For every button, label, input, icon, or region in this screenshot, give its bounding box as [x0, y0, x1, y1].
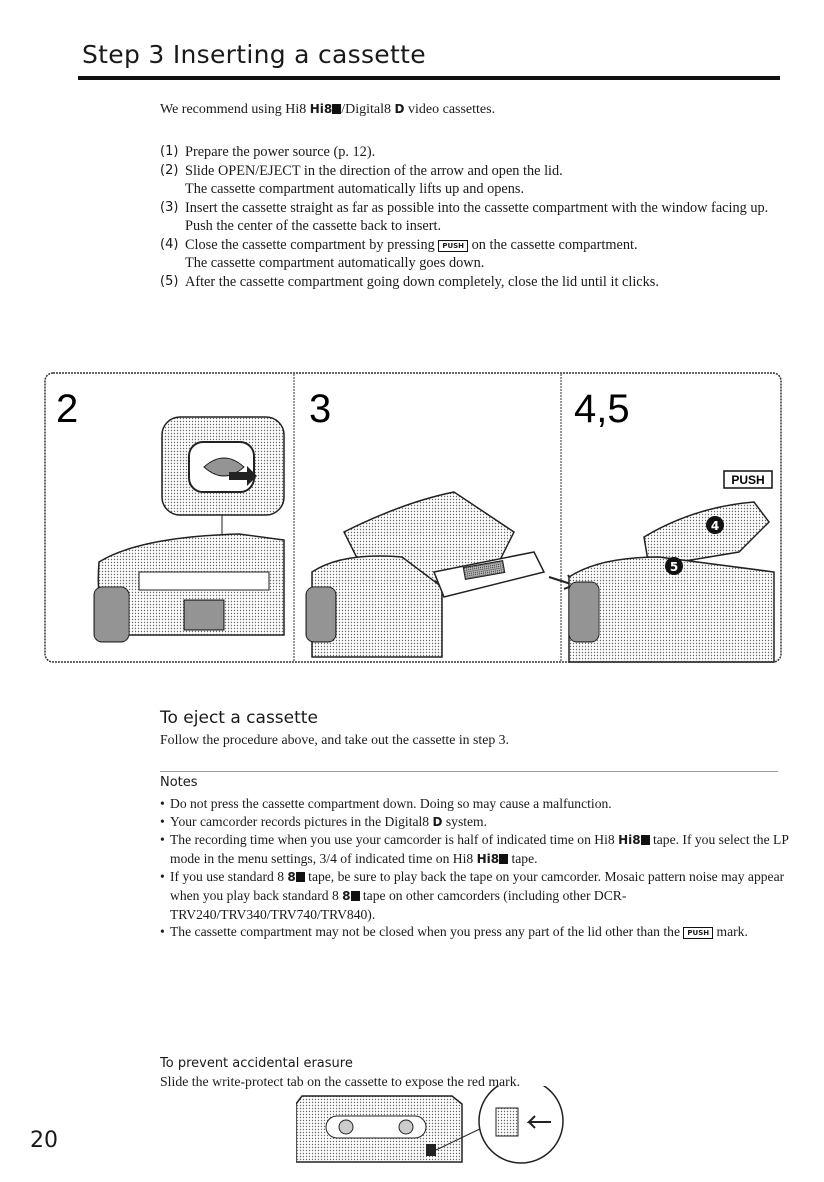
standard8-logo-text: 8	[287, 870, 296, 885]
viewfinder	[306, 587, 336, 642]
note-text-post: tape.	[508, 850, 538, 866]
intro-mid: /Digital8	[341, 102, 395, 117]
panel-label-3: 3	[309, 387, 332, 431]
callout-4-label: 4	[710, 519, 720, 533]
step-text: Insert the cassette straight as far as possible into the cassette compartment with the window facing up.	[185, 199, 769, 216]
panel-3-cassette	[306, 492, 574, 657]
eject-heading: To eject a cassette	[160, 708, 318, 728]
step-1	[160, 143, 790, 162]
step-number: (4)	[160, 236, 179, 252]
cassette-compartment	[184, 600, 224, 630]
push-mark: PUSH	[438, 240, 468, 252]
step-text: Prepare the power source (p. 12).	[185, 144, 376, 160]
step-text: Slide OPEN/EJECT in the direction of the arrow and open the lid.	[185, 162, 563, 179]
eject-body: Follow the procedure above, and take out the cassette in step 3.	[160, 732, 510, 747]
note-item	[160, 795, 792, 813]
note-text-mid: tape, be sure to play back the tape on your camcorder. Mosaic pattern noise may appear when you play back standard 8	[170, 869, 785, 903]
note-text-post: system.	[442, 813, 488, 829]
notes-list	[160, 795, 792, 941]
standard8-logo	[342, 888, 359, 906]
step-list	[160, 143, 790, 291]
note-text-mid: tape. If you select the LP mode in the menu settings, 3/4 of indicated time on Hi8	[170, 832, 789, 866]
hi8-logo	[477, 851, 509, 869]
prevent-body: Slide the write-protect tab on the cassette to expose the red mark.	[160, 1074, 521, 1089]
standard8-logo-block	[296, 872, 305, 882]
hi8-logo-text: Hi8	[309, 102, 333, 116]
reel-left	[339, 1120, 353, 1134]
step-subtext: The cassette compartment automatically goes down.	[185, 255, 485, 271]
reel-right	[399, 1120, 413, 1134]
step-3	[160, 199, 790, 236]
step-text-pre: Close the cassette compartment by pressing	[185, 236, 439, 253]
step-number: (5)	[160, 273, 179, 289]
note-text-pre: The recording time when you use your camcorder is half of indicated time on Hi8	[170, 832, 619, 848]
hi8-logo	[310, 102, 342, 116]
page-title: Step 3 Inserting a cassette	[82, 40, 426, 69]
panel-4-5-camcorder	[569, 471, 774, 662]
step-text: After the cassette compartment going down completely, close the lid until it clicks.	[185, 273, 659, 290]
push-mark: PUSH	[683, 927, 713, 939]
standard8-logo-block	[351, 891, 360, 901]
step-subtext: Push the center of the cassette back to insert.	[185, 218, 442, 234]
hi8-logo-block	[641, 835, 650, 845]
step-number: (3)	[160, 199, 179, 215]
note-text-pre: Your camcorder records pictures in the Digital8	[170, 813, 433, 829]
intro-line	[160, 102, 495, 118]
step-text-post: on the cassette compartment.	[468, 236, 638, 253]
note-text-post: mark.	[713, 924, 748, 940]
viewfinder	[569, 582, 599, 642]
digital8-logo: D	[394, 102, 405, 116]
note-item	[160, 868, 792, 923]
prevent-heading: To prevent accidental erasure	[160, 1056, 353, 1071]
note-item	[160, 831, 792, 868]
panel-label-4-5: 4,5	[574, 387, 630, 431]
note-text-pre: If you use standard 8	[170, 869, 288, 885]
note-item	[160, 813, 792, 832]
zoom-inset	[479, 1086, 563, 1163]
step-4	[160, 236, 790, 273]
standard8-logo-text: 8	[342, 888, 351, 903]
push-label: PUSH	[731, 473, 765, 487]
viewfinder	[94, 587, 129, 642]
step-number: (2)	[160, 162, 179, 178]
intro-pre: We recommend using Hi8	[160, 102, 310, 117]
step-subtext: The cassette compartment automatically lifts up and opens.	[185, 181, 525, 197]
write-protect-tab	[426, 1144, 436, 1156]
notes-heading: Notes	[160, 775, 198, 790]
digital8-logo: D	[432, 814, 443, 829]
hi8-logo-block	[332, 104, 341, 114]
note-text-pre: The cassette compartment may not be closed when you press any part of the lid other than the	[170, 924, 684, 940]
step-2	[160, 162, 790, 199]
camcorder-lid	[139, 572, 269, 590]
hi8-logo-text: Hi8	[476, 851, 500, 866]
callout-5-label: 5	[669, 560, 679, 574]
hi8-logo-text: Hi8	[618, 833, 641, 848]
cassette-insertion-illustration	[44, 372, 782, 663]
step-5	[160, 273, 790, 292]
hi8-logo-block	[499, 854, 508, 864]
hi8-logo	[618, 832, 650, 850]
page-number: 20	[30, 1128, 58, 1153]
note-item	[160, 923, 792, 941]
note-text: Do not press the cassette compartment down. Doing so may cause a malfunction.	[170, 796, 612, 811]
standard8-logo	[287, 869, 304, 887]
write-protect-illustration	[296, 1086, 574, 1182]
note-text-post: tape on other camcorders (including other DCR-TRV240/TRV340/TRV740/TRV840).	[170, 887, 627, 922]
step-number: (1)	[160, 144, 179, 159]
title-rule	[78, 76, 780, 80]
tab-closeup	[496, 1108, 518, 1136]
intro-post: video cassettes.	[404, 102, 496, 117]
notes-rule	[160, 771, 778, 772]
panel-label-2: 2	[56, 387, 79, 431]
panel-2-camcorder	[94, 417, 284, 642]
